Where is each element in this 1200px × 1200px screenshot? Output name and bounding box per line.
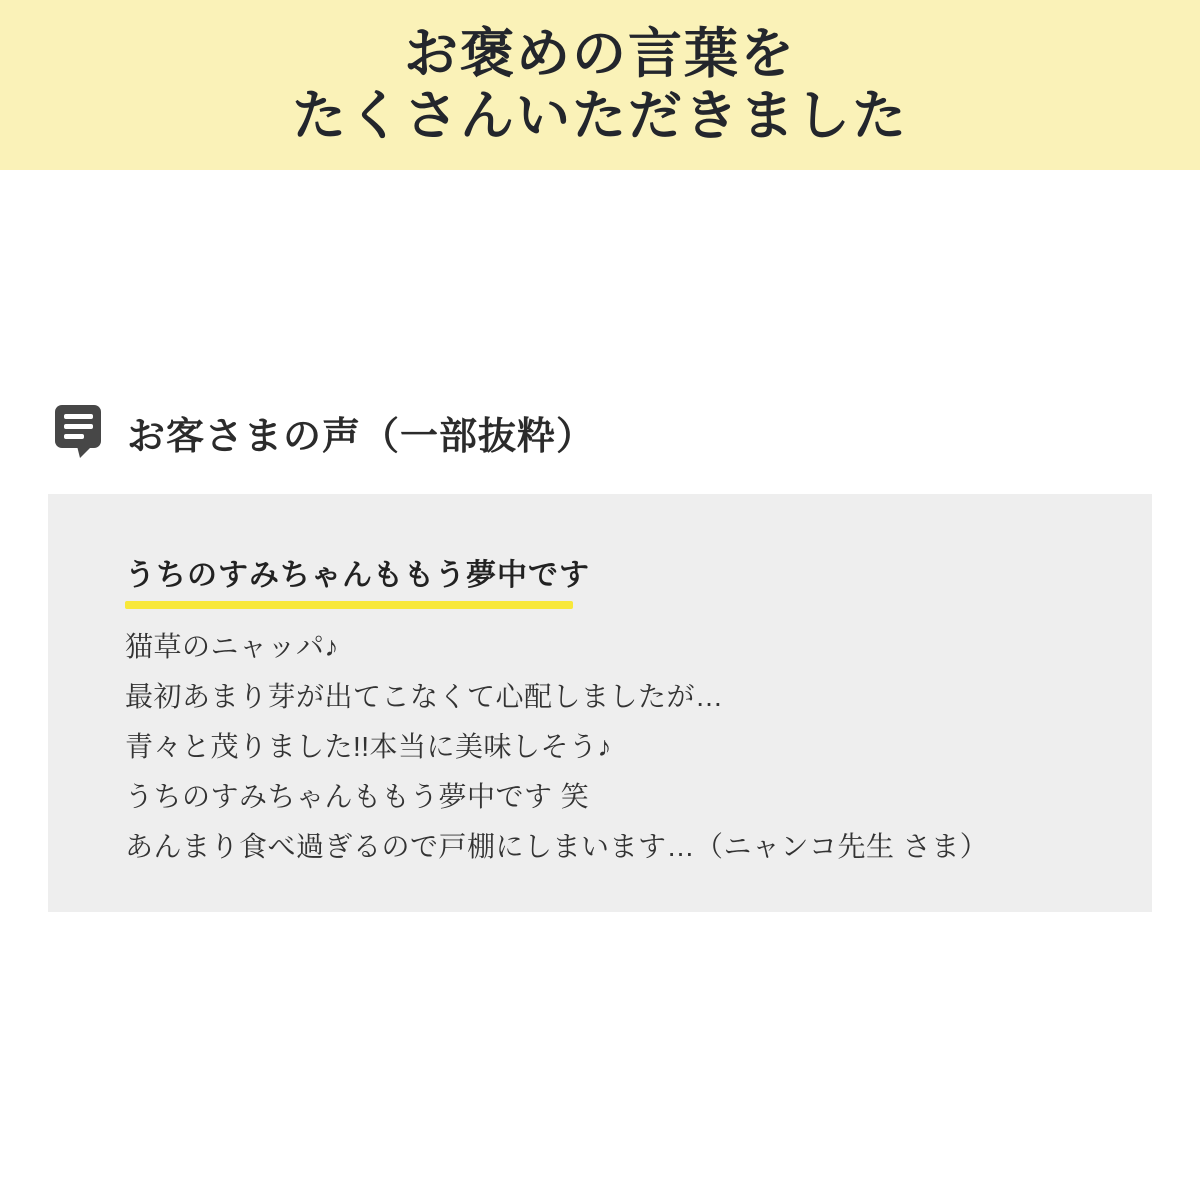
speech-bubble-icon <box>55 405 101 459</box>
review-line: 青々と茂りました!!本当に美味しそう♪ <box>125 731 613 762</box>
hero-title-line-2: たくさんいただきました <box>292 86 908 146</box>
hero-banner <box>0 0 1200 170</box>
review-line: 猫草のニャッパ♪ <box>125 631 340 662</box>
review-card <box>48 494 1152 912</box>
review-line: 最初あまり芽が出てこなくて心配しましたが… <box>125 681 724 712</box>
review-body <box>125 622 1075 872</box>
review-line: あんまり食べ過ぎるので戸棚にしまいます…（ニャンコ先生 さま） <box>125 831 989 862</box>
review-title: うちのすみちゃんももう夢中です <box>125 559 590 592</box>
review-line: うちのすみちゃんももう夢中です 笑 <box>125 781 590 812</box>
hero-title-line-1: お褒めの言葉を <box>404 24 796 84</box>
customer-voice-heading <box>55 405 1200 459</box>
review-title-underline <box>125 601 573 609</box>
section-title: お客さまの声（一部抜粋） <box>127 415 596 458</box>
